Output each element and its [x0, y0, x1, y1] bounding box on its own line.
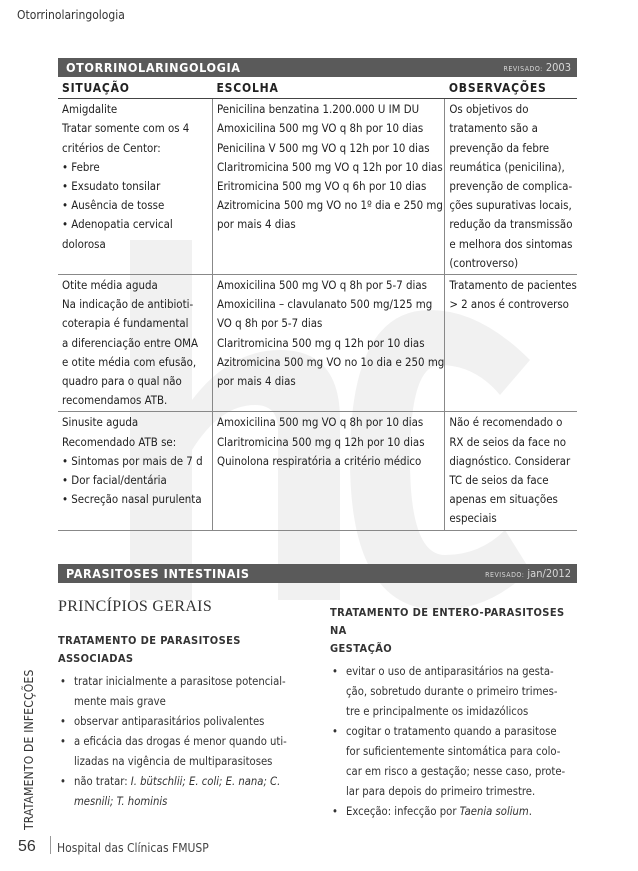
list-item-line: lar para depois do primeiro trimestre.	[346, 785, 536, 798]
escolha-cell	[213, 99, 445, 275]
cell-line: redução da transmissão	[449, 217, 573, 232]
cell-line: Quinolona respiratória a critério médico	[217, 453, 422, 468]
cell-line: • Ausência de tosse	[62, 198, 165, 213]
observacoes-cell	[445, 275, 577, 412]
cell-line: Amoxicilina – clavulanato 500 mg/125 mg	[217, 297, 433, 312]
cell-line: Na indicação de antibioti-	[62, 297, 194, 312]
list-item-line	[74, 792, 308, 812]
cell-line: • Dor facial/dentária	[62, 473, 167, 488]
parasit-section-title: PARASITOSES INTESTINAIS	[66, 566, 250, 581]
cell-line: Penicilina V 500 mg VO q 12h por 10 dias	[217, 140, 430, 155]
sidebar-label-text: TRATAMENTO DE INFECÇÕES	[22, 669, 36, 830]
table-row	[58, 412, 577, 530]
bullet-icon: •	[332, 805, 338, 818]
escolha-cell	[213, 412, 445, 530]
ent-revised	[504, 61, 571, 74]
list-item	[58, 672, 308, 712]
list-item	[58, 732, 308, 772]
list-item-line: for suficientemente sintomática para colo-	[346, 745, 561, 758]
cell-line: Tratar somente com os 4	[62, 121, 190, 136]
bullet-icon: •	[332, 665, 338, 678]
parasit-revised	[485, 567, 571, 580]
cell-line: (controverso)	[449, 255, 519, 270]
ent-section-bar	[58, 58, 577, 77]
cell-line: Amoxicilina 500 mg VO q 8h por 5-7 dias	[217, 278, 427, 293]
parasit-section-bar	[58, 564, 577, 583]
cell-line: • Secreção nasal purulenta	[62, 492, 202, 507]
associated-parasitoses-heading: TRATAMENTO DE PARASITOSES ASSOCIADAS	[58, 634, 241, 665]
principles-list	[58, 672, 308, 812]
list-item-line: evitar o uso de antiparasitários na gesta-	[346, 665, 554, 678]
pregnancy-column	[330, 604, 580, 822]
heading-line: GESTAÇÃO	[330, 642, 393, 655]
cell-line: coterapia é fundamental	[62, 316, 189, 331]
cell-line: a diferenciação entre OMA	[62, 335, 199, 350]
ent-section-title: OTORRINOLARINGOLOGIA	[66, 60, 241, 75]
cell-line: recomendamos ATB.	[62, 393, 168, 408]
bullet-icon: •	[60, 715, 66, 728]
list-item	[330, 662, 580, 722]
cell-line: Amigdalite	[62, 102, 118, 117]
pregnancy-list	[330, 662, 580, 822]
list-item-prefix: Exceção: infecção por	[346, 805, 460, 818]
cell-line: Amoxicilina 500 mg VO q 8h por 10 dias	[217, 121, 424, 136]
list-item	[330, 722, 580, 802]
cell-line: prevenção da febre	[449, 140, 550, 155]
escolha-cell	[213, 275, 445, 412]
situacao-cell	[58, 275, 213, 412]
ent-revised-label: REVISADO:	[503, 65, 543, 73]
cell-line: Sinusite aguda	[62, 415, 139, 430]
ent-treatment-table	[58, 79, 577, 531]
bullet-icon: •	[60, 775, 66, 788]
footer-text: Hospital das Clínicas FMUSP	[57, 841, 209, 855]
cell-line: Amoxicilina 500 mg VO q 8h por 10 dias	[217, 415, 424, 430]
organism-list: mesnili; T. hominis	[74, 795, 168, 808]
list-item-line	[74, 772, 308, 792]
list-item-line: tratar inicialmente a parasitose potencial-	[74, 675, 286, 688]
bullet-icon: •	[60, 735, 66, 748]
cell-line: Claritromicina 500 mg q 12h por 10 dias	[217, 335, 425, 350]
list-item	[330, 802, 580, 822]
header-observacoes: OBSERVAÇÕES	[445, 79, 577, 99]
principles-column	[58, 598, 308, 812]
parasit-revised-label: REVISADO:	[485, 571, 525, 579]
cell-line: prevenção de complica-	[449, 179, 573, 194]
organism-list: I. bütschlii; E. coli; E. nana; C.	[130, 775, 281, 788]
list-item	[58, 772, 308, 812]
heading-line: TRATAMENTO DE ENTERO-PARASITOSES NA	[330, 606, 565, 637]
cell-line: ções supurativas locais,	[449, 198, 572, 213]
cell-line: especiais	[449, 511, 497, 526]
list-item-line	[346, 802, 580, 822]
cell-line: TC de seios da face	[449, 473, 549, 488]
cell-line: Azitromicina 500 mg VO no 1º dia e 250 mg	[217, 198, 443, 213]
cell-line: apenas em situações	[449, 492, 558, 507]
ent-revised-date: 2003	[545, 61, 571, 74]
cell-line: Os objetivos do	[449, 102, 529, 117]
parasit-revised-date: jan/2012	[527, 567, 571, 580]
cell-line: Tratamento de pacientes	[449, 278, 577, 293]
observacoes-cell	[445, 412, 577, 530]
header-escolha: ESCOLHA	[213, 79, 445, 99]
list-item-line: cogitar o tratamento quando a parasitose	[346, 725, 557, 738]
list-item-line: ção, sobretudo durante o primeiro trimes-	[346, 685, 558, 698]
cell-line: critérios de Centor:	[62, 140, 161, 155]
situacao-cell	[58, 412, 213, 530]
list-item-line: observar antiparasitários polivalentes	[74, 715, 265, 728]
cell-line: Claritromicina 500 mg q 12h por 10 dias	[217, 434, 425, 449]
list-item-line: a eficácia das drogas é menor quando uti-	[74, 735, 287, 748]
list-item-prefix: não tratar:	[74, 775, 131, 788]
cell-line: Otite média aguda	[62, 278, 158, 293]
cell-line: Claritromicina 500 mg VO q 12h por 10 dias	[217, 159, 443, 174]
cell-line: Recomendado ATB se:	[62, 434, 177, 449]
principles-heading: PRINCÍPIOS GERAIS	[58, 598, 213, 615]
sidebar-label	[4, 660, 36, 830]
list-item-line: mente mais grave	[74, 695, 166, 708]
cell-line: diagnóstico. Considerar	[449, 453, 571, 468]
cell-line: • Sintomas por mais de 7 d	[62, 453, 203, 468]
pregnancy-treatment-heading	[330, 604, 580, 658]
situacao-cell	[58, 99, 213, 275]
list-item-line: tre e principalmente os imidazólicos	[346, 705, 529, 718]
cell-line: • Adenopatia cervical	[62, 217, 173, 232]
cell-line: dolorosa	[62, 236, 106, 251]
list-item	[58, 712, 308, 732]
running-head: Otorrinolaringologia	[17, 8, 125, 22]
footer-divider	[50, 836, 51, 854]
list-item-line: car em risco a gestação; nesse caso, prote-	[346, 765, 566, 778]
list-item-suffix: .	[528, 805, 532, 818]
cell-line: Azitromicina 500 mg VO no 1o dia e 250 mg	[217, 354, 445, 369]
cell-line: tratamento são a	[449, 121, 538, 136]
bullet-icon: •	[60, 675, 66, 688]
cell-line: e otite média com efusão,	[62, 354, 197, 369]
header-situacao: SITUAÇÃO	[58, 79, 213, 99]
table-row	[58, 275, 577, 412]
cell-line: RX de seios da face no	[449, 434, 567, 449]
observacoes-cell	[445, 99, 577, 275]
cell-line: > 2 anos é controverso	[449, 297, 569, 312]
list-item-line: lizadas na vigência de multiparasitoses	[74, 755, 273, 768]
organism-name: Taenia solium	[459, 805, 529, 818]
bullet-icon: •	[332, 725, 338, 738]
table-header-row	[58, 79, 577, 99]
cell-line: VO q 8h por 5-7 dias	[217, 316, 323, 331]
cell-line: reumática (penicilina),	[449, 159, 565, 174]
cell-line: e melhora dos sintomas	[449, 236, 573, 251]
cell-line: Penicilina benzatina 1.200.000 U IM DU	[217, 102, 420, 117]
cell-line: por mais 4 dias	[217, 374, 296, 389]
cell-line: • Exsudato tonsilar	[62, 179, 161, 194]
cell-line: • Febre	[62, 159, 100, 174]
cell-line: Não é recomendado o	[449, 415, 563, 430]
table-row	[58, 99, 577, 275]
cell-line: quadro para o qual não	[62, 374, 182, 389]
cell-line: Eritromicina 500 mg VO q 6h por 10 dias	[217, 179, 427, 194]
page-number: 56	[18, 838, 36, 855]
cell-line: por mais 4 dias	[217, 217, 296, 232]
